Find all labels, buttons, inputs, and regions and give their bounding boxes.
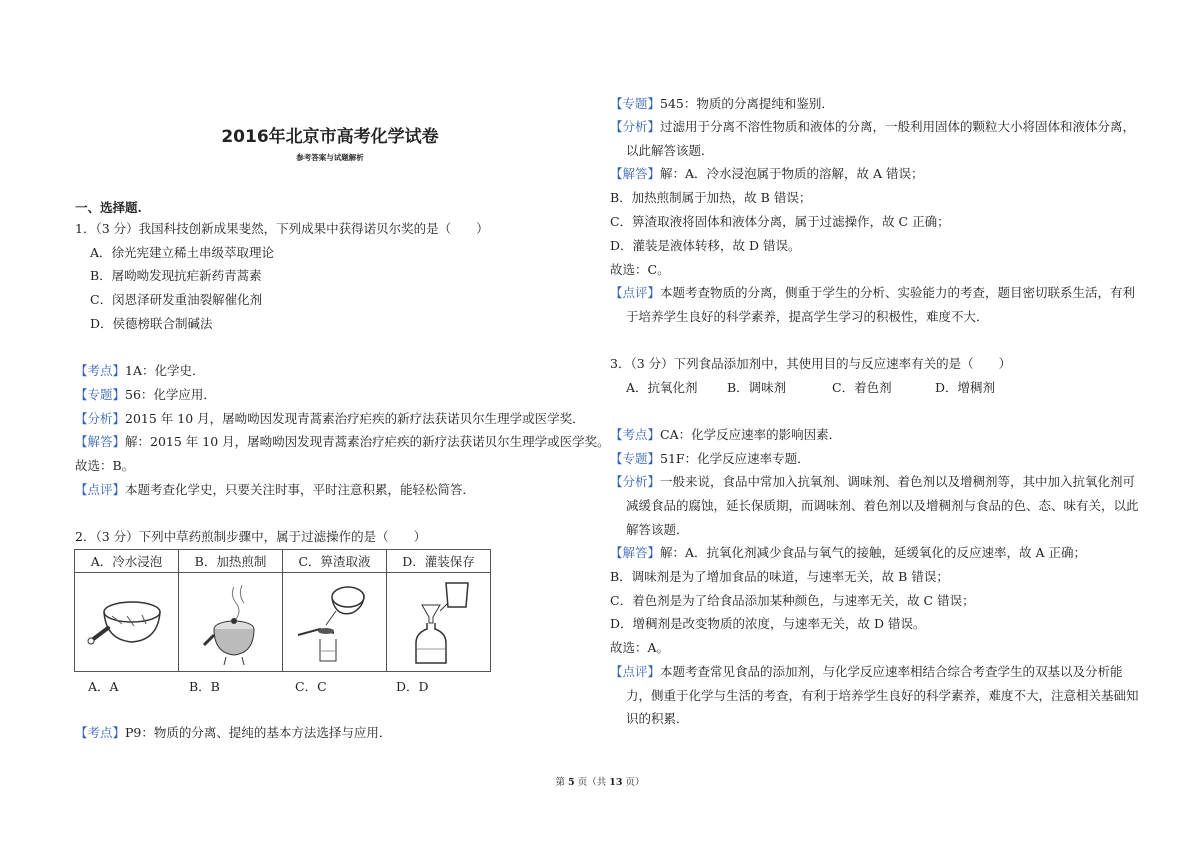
section-heading: 一、选择题.	[75, 200, 142, 215]
q2-option-table	[74, 549, 491, 672]
fenxi-tag: 【分析】	[610, 474, 661, 489]
q1-kaodian: 【考点】1A：化学史．	[75, 363, 205, 378]
q2-header-a: A．冷水浸泡	[75, 550, 179, 573]
q2-dianping-cont: 于培养学生良好的科学素养，提高学生学习的积极性，难度不大．	[626, 309, 989, 324]
q1-answer: 故选：B。	[75, 458, 135, 473]
q3-jieda-c: C．着色剂是为了给食品添加某种颜色，与速率无关，故 C 错误；	[610, 593, 975, 608]
q3-jieda-b: B．调味剂是为了增加食品的味道，与速率无关，故 B 错误；	[610, 569, 949, 584]
fenxi-tag: 【分析】	[610, 119, 661, 134]
dianping-tag: 【点评】	[75, 482, 126, 497]
q1-option-c: C．闵恩泽研发重油裂解催化剂	[90, 292, 263, 307]
paper-title: 2016年北京市高考化学试卷	[221, 127, 439, 147]
q2-option-b: B．B	[189, 679, 220, 694]
bottling-illustration	[394, 577, 484, 667]
q2-jieda: 【解答】解：A．冷水浸泡属于物质的溶解，故 A 错误；	[610, 166, 924, 181]
q3-option-d: D．增稠剂	[935, 380, 996, 395]
jieda-tag: 【解答】	[610, 166, 661, 181]
q2-option-a: A．A	[88, 679, 119, 694]
q2-stem: 2．（3 分）下列中草药煎制步骤中，属于过滤操作的是（ ）	[75, 529, 427, 544]
q1-option-d: D．侯德榜联合制碱法	[90, 316, 213, 331]
q2-answer: 故选：C。	[610, 262, 670, 277]
q3-fenxi-cont2: 解答该题．	[626, 522, 689, 537]
q3-kaodian: 【考点】CA：化学反应速率的影响因素．	[610, 427, 842, 442]
q3-jieda: 【解答】解：A．抗氧化剂减少食品与氧气的接触，延缓氧化的反应速率，故 A 正确；	[610, 545, 1087, 560]
q1-jieda: 【解答】解：2015 年 10 月，屠呦呦因发现青蒿素治疗疟疾的新疗法获诺贝尔生理学或医学奖。	[75, 434, 610, 449]
q1-dianping: 【点评】本题考查化学史，只要关注时事，平时注意积累，能轻松简答．	[75, 482, 476, 497]
q2-zhuanti: 【专题】545：物质的分离提纯和鉴别．	[610, 96, 834, 111]
kaodian-tag: 【考点】	[610, 427, 661, 442]
q2-fenxi-cont: 以此解答该题．	[626, 143, 714, 158]
kaodian-tag: 【考点】	[75, 725, 126, 740]
q1-option-b: B．屠呦呦发现抗疟新药青蒿素	[90, 268, 262, 283]
q2-option-d: D．D	[396, 679, 429, 694]
q3-option-a: A．抗氧化剂	[626, 380, 698, 395]
page-total: 13	[609, 777, 623, 788]
q2-dianping: 【点评】本题考查物质的分离，侧重于学生的分析、实验能力的考查，题目密切联系生活，有利	[610, 285, 1136, 300]
q3-jieda-d: D．增稠剂是改变物质的浓度，与速率无关，故 D 错误。	[610, 616, 926, 631]
q1-stem: 1．（3 分）我国科技创新成果斐然，下列成果中获得诺贝尔奖的是（ ）	[75, 221, 489, 236]
soaking-pot-illustration	[82, 582, 172, 662]
q1-zhuanti: 【专题】56：化学应用．	[75, 387, 216, 402]
q3-stem: 3．（3 分）下列食品添加剂中，其使用目的与反应速率有关的是（ ）	[610, 356, 1012, 371]
q2-header-c: C．箅渣取液	[283, 550, 387, 573]
q1-fenxi: 【分析】2015 年 10 月，屠呦呦因发现青蒿素治疗疟疾的新疗法获诺贝尔生理学或医学奖．	[75, 411, 585, 426]
q3-fenxi-cont1: 减缓食品的腐蚀，延长保质期，而调味剂、着色剂以及增稠剂与食品的色、态、味有关，以此	[626, 498, 1139, 513]
q2-header-d: D．灌装保存	[387, 550, 491, 573]
zhuanti-tag: 【专题】	[610, 96, 661, 111]
dianping-tag: 【点评】	[610, 664, 661, 679]
q2-fenxi: 【分析】过滤用于分离不溶性物质和液体的分离，一般利用固体的颗粒大小将固体和液体分离，	[610, 119, 1136, 134]
q2-jieda-d: D．灌装是液体转移，故 D 错误。	[610, 238, 801, 253]
q3-zhuanti: 【专题】51F：化学反应速率专题．	[610, 451, 810, 466]
q3-dianping-cont1: 力，侧重于化学与生活的考查，有利于培养学生良好的科学素养，难度不大，注意相关基础知	[626, 688, 1139, 703]
q2-kaodian: 【考点】P9：物质的分离、提纯的基本方法选择与应用．	[75, 725, 392, 740]
page-footer: 第 5 页（共 13 页）	[555, 777, 645, 788]
jieda-tag: 【解答】	[75, 434, 126, 449]
q2-header-b: B．加热煎制	[179, 550, 283, 573]
q3-option-b: B．调味剂	[727, 380, 787, 395]
q1-option-a: A．徐光宪建立稀土串级萃取理论	[90, 245, 275, 260]
q3-option-c: C．着色剂	[832, 380, 892, 395]
q2-option-c: C．C	[295, 679, 327, 694]
kaodian-tag: 【考点】	[75, 363, 126, 378]
boiling-pot-illustration	[186, 577, 276, 667]
page-number: 5	[568, 777, 575, 788]
q2-jieda-c: C．箅渣取液将固体和液体分离，属于过滤操作，故 C 正确；	[610, 214, 950, 229]
q3-dianping-cont2: 识的积累．	[626, 711, 689, 726]
q3-fenxi: 【分析】一般来说，食品中常加入抗氧剂、调味剂、着色剂以及增稠剂等，其中加入抗氧化剂可	[610, 474, 1136, 489]
zhuanti-tag: 【专题】	[75, 387, 126, 402]
paper-subtitle: 参考答案与试题解析	[296, 153, 364, 162]
fenxi-tag: 【分析】	[75, 411, 126, 426]
q2-jieda-b: B．加热煎制属于加热，故 B 错误；	[610, 190, 812, 205]
jieda-tag: 【解答】	[610, 545, 661, 560]
filtering-illustration	[290, 577, 380, 667]
dianping-tag: 【点评】	[610, 285, 661, 300]
zhuanti-tag: 【专题】	[610, 451, 661, 466]
q3-answer: 故选：A。	[610, 640, 670, 655]
q3-dianping: 【点评】本题考查常见食品的添加剂，与化学反应速率相结合综合考查学生的双基以及分析能	[610, 664, 1123, 679]
